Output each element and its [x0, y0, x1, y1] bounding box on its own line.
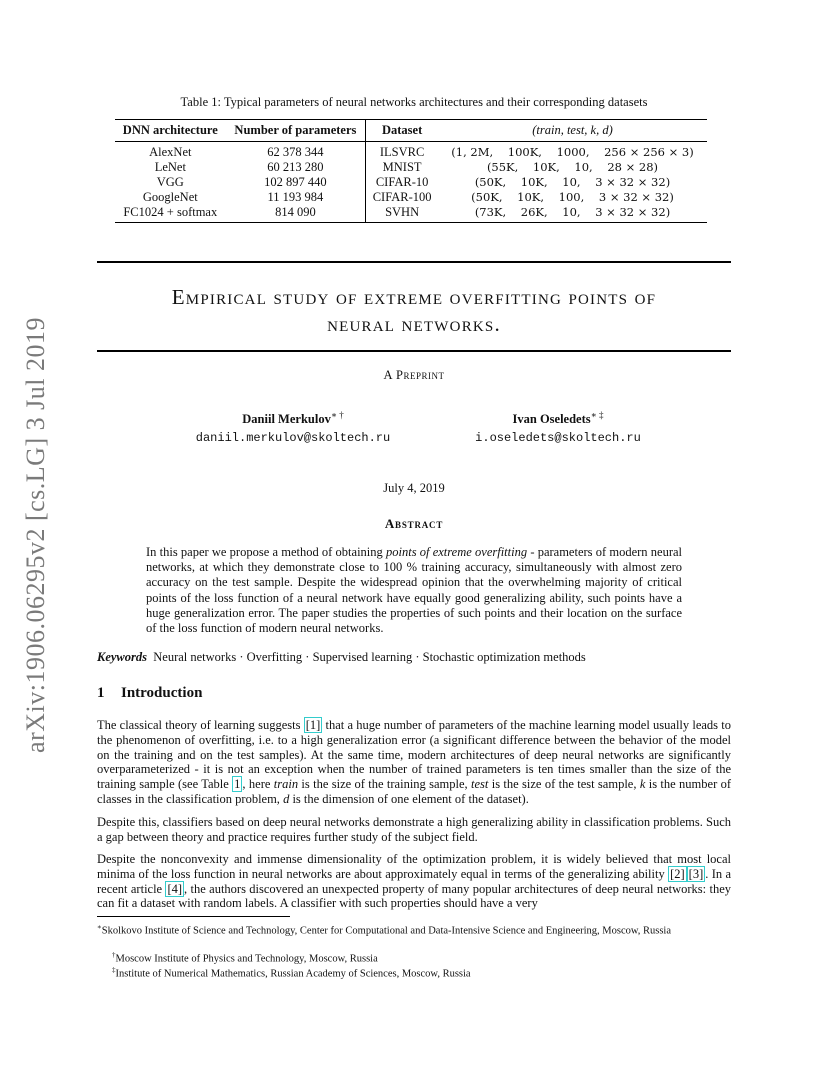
footnote	[97, 921, 731, 938]
paragraph	[97, 852, 731, 911]
abstract-text-part: In this paper we propose a method of obtaining	[146, 545, 386, 559]
arxiv-stamp-text: arXiv:1906.06295v2 [cs.LG] 3 Jul 2019	[21, 317, 50, 753]
author-name: Daniil Merkulov	[242, 412, 331, 427]
math-variable: k	[639, 777, 646, 792]
table-row	[115, 190, 707, 205]
paragraph-text: is the dimension of one element of the dataset).	[289, 791, 529, 806]
author-affiliation-marks: ∗ ‡	[590, 410, 604, 420]
abstract-heading: Abstract	[384, 516, 444, 531]
title-rule-bottom	[97, 350, 731, 352]
section-title: Introduction	[121, 685, 203, 701]
paragraph-text: is the size of the test sample,	[488, 777, 640, 792]
header-parameters: Number of parameters	[226, 120, 366, 142]
cell-tuple: (73K, 26K, 10, 3 × 32 × 32)	[438, 205, 707, 223]
cell-architecture: FC1024 + softmax	[115, 205, 226, 223]
paragraph-text: that a huge number of parameters of the machine learning model usually leads to the phenomenon of overfitting, i.e. to a high generalization error (a significant difference between the behavior of the model on the training and on the test samples). At the same time, modern architectures of deep neural networks are significantly overparameterized - it is not an exception when the number of trained parameters is ten times smaller than the size of the training sample (see Table	[97, 718, 731, 792]
paragraph-text: The classical theory of learning suggests	[97, 718, 304, 732]
cell-tuple: (50K, 10K, 10, 3 × 32 × 32)	[474, 175, 671, 189]
keywords-label: Keywords	[97, 650, 147, 664]
author-name-line	[408, 410, 708, 427]
header-dataset: Dataset	[366, 120, 438, 142]
citation-link[interactable]: [2]	[670, 866, 685, 881]
cell-architecture: GoogleNet	[142, 190, 198, 204]
footnote-rule	[97, 916, 290, 917]
table-row	[115, 175, 707, 190]
author-block	[408, 410, 708, 445]
author-name-line	[143, 410, 443, 427]
section-number: 1	[97, 685, 105, 701]
author-email[interactable]: daniil.merkulov@skoltech.ru	[195, 431, 391, 446]
math-variable: train	[273, 777, 299, 792]
cell-dataset: CIFAR-10	[366, 175, 438, 190]
author-affiliation-marks: ∗ †	[330, 410, 344, 420]
paragraph-text: is the number of classes in the classification problem,	[97, 777, 731, 806]
paragraph-text: . In a recent article	[97, 866, 731, 896]
footnote-mark: ∗	[97, 923, 102, 931]
paragraph: Despite this, classifiers based on deep neural networks demonstrate a high generalizing ability in classification problems. Such a gap between theory and practice requires further study of the subject field.	[97, 815, 731, 844]
cell-architecture: LeNet	[154, 160, 186, 174]
abstract-text	[146, 545, 682, 636]
author-block	[143, 410, 443, 445]
paragraph-text: Despite the nonconvexity and immense dimensionality of the optimization problem, it is widely believed that most local minima of the loss function in neural networks are about approximately equal in terms of the generalizing ability	[97, 852, 731, 881]
cell-dataset: CIFAR-100	[366, 190, 438, 205]
title-line-2: neural networks.	[327, 312, 501, 336]
paragraph	[97, 718, 731, 807]
cell-architecture: VGG	[156, 175, 184, 189]
table-row	[115, 205, 707, 223]
keywords-text: Neural networks · Overfitting · Supervised learning · Stochastic optimization methods	[153, 650, 586, 664]
paragraph-text: , the authors discovered an unexpected property of many popular architectures of deep neural networks: they can fit a dataset with random labels. A classifier with such properties should have a very	[97, 881, 731, 911]
paragraph-text: , here	[242, 777, 274, 792]
table-caption: Table 1: Typical parameters of neural networks architectures and their corresponding datasets	[180, 95, 648, 109]
title-line-1: Empirical study of extreme overfitting points of	[171, 285, 657, 309]
author-email[interactable]: i.oseledets@skoltech.ru	[475, 431, 641, 446]
table-row	[115, 160, 707, 175]
table-reference-link[interactable]: 1	[234, 777, 241, 792]
paragraph-text: is the size of the training sample,	[298, 777, 472, 792]
citation-link[interactable]: [1]	[305, 718, 321, 732]
cell-tuple: (55K, 10K, 10, 28 × 28)	[486, 160, 659, 174]
footnote-text: Institute of Numerical Mathematics, Russian Academy of Sciences, Moscow, Russia	[115, 968, 471, 980]
footnote-mark: ‡	[112, 966, 116, 974]
header-tuple: (train, test, k, d)	[438, 120, 707, 142]
cell-parameters: 60 213 280	[267, 160, 324, 174]
cell-parameters: 814 090	[226, 205, 366, 223]
title-rule-top	[97, 261, 731, 263]
author-name: Ivan Oseledets	[512, 412, 591, 427]
footnote-mark: †	[112, 951, 116, 959]
arxiv-stamp	[14, 295, 58, 775]
table-row	[115, 142, 707, 161]
footnote-text: Skolkovo Institute of Science and Technology, Center for Computational and Data-Intensive Science and Engineering, Moscow, Russia	[101, 925, 672, 937]
cell-dataset: SVHN	[366, 205, 438, 223]
keywords	[97, 650, 731, 665]
cell-tuple: (50K, 10K, 100, 3 × 32 × 32)	[471, 190, 674, 204]
paper-date: July 4, 2019	[383, 481, 445, 495]
cell-architecture: AlexNet	[149, 145, 192, 159]
citation-link[interactable]: [3]	[688, 866, 704, 881]
abstract-emphasis: points of extreme overfitting	[386, 545, 528, 559]
cell-dataset: MNIST	[366, 160, 438, 175]
cell-parameters: 62 378 344	[267, 145, 324, 159]
section-heading	[97, 685, 202, 702]
cell-tuple: (1, 2M, 100K, 1000, 256 × 256 × 3)	[451, 145, 694, 159]
footnote-text: Moscow Institute of Physics and Technology, Moscow, Russia	[115, 953, 378, 965]
abstract-text-part: - parameters of modern neural networks, at which they demonstrate close to 100 % training accuracy, simultaneously with almost zero accuracy on the test sample. Despite the widespread opinion that the overwhelming majority of critical points of the loss function of a neural network have equally good generalizing ability, such points have a huge generalization error. The paper studies the properties of such points and their location on the surface of the loss function of modern neural networks.	[146, 545, 683, 636]
math-variable: d	[283, 791, 290, 806]
paper-title	[100, 284, 728, 338]
citation-link[interactable]: [4]	[167, 881, 183, 896]
footnote	[112, 964, 731, 981]
cell-parameters: 102 897 440	[264, 175, 327, 189]
preprint-label: A Preprint	[383, 368, 445, 382]
math-variable: test	[471, 777, 489, 792]
cell-dataset: ILSVRC	[366, 142, 438, 161]
cell-parameters: 11 193 984	[267, 190, 324, 204]
parameters-table	[115, 119, 707, 223]
header-architecture: DNN architecture	[115, 120, 226, 142]
